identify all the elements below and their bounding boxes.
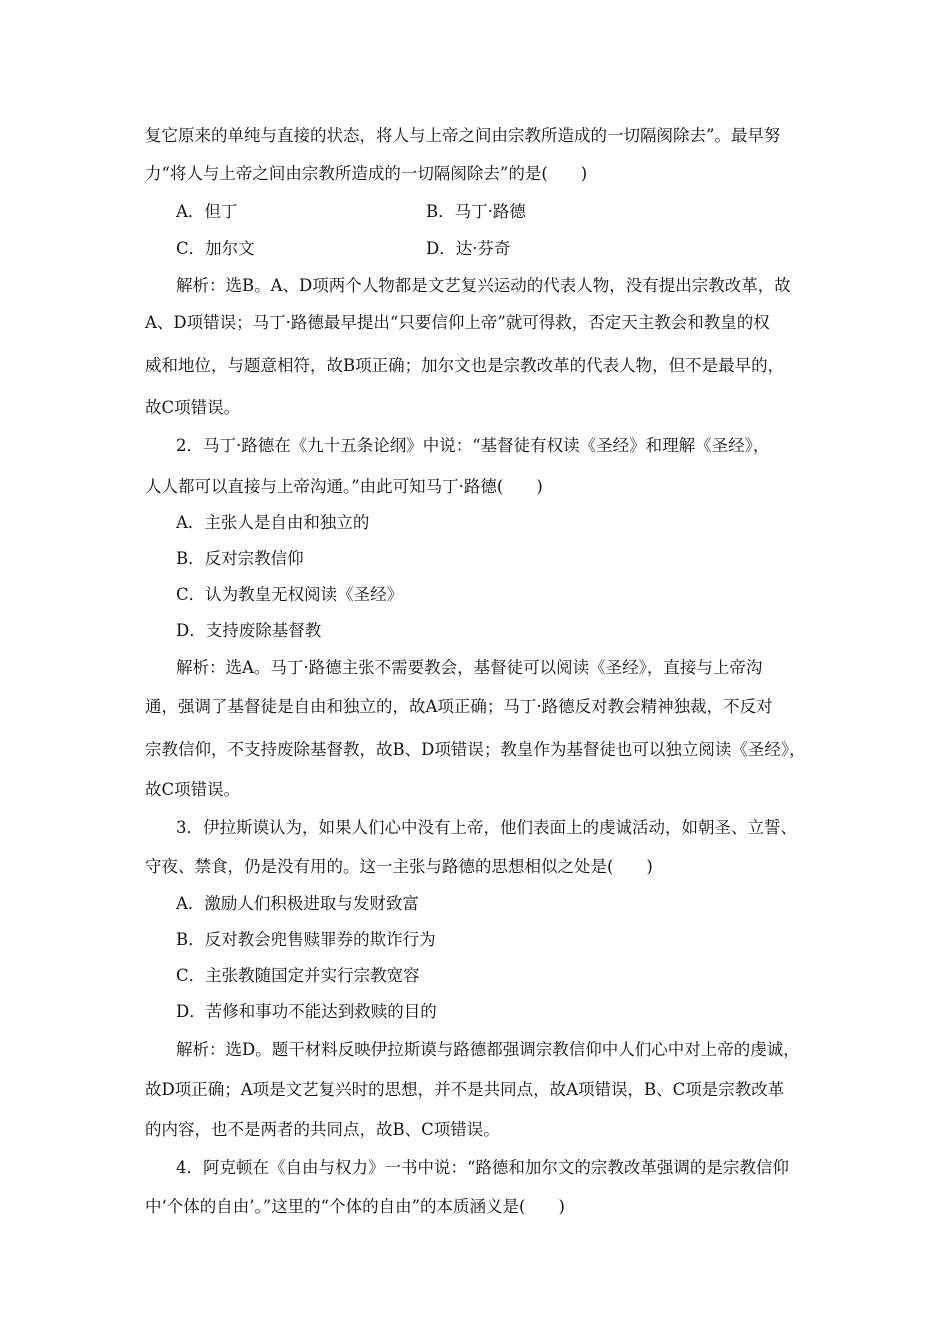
option-d: D．苦修和事功不能达到救赎的目的	[176, 1002, 437, 1021]
option-c: C．加尔文	[176, 239, 255, 258]
option-c: C．主张教随国定并实行宗教宽容	[176, 966, 420, 985]
option-a: A．主张人是自由和独立的	[176, 513, 370, 532]
analysis-text: 宗教信仰，不支持废除基督教，故B、D项错误；教皇作为基督徒也可以独立阅读《圣经》，	[145, 740, 806, 759]
analysis-text: 通，强调了基督徒是自由和独立的，故A项正确；马丁·路德反对教会精神独裁，不反对	[145, 697, 773, 716]
option-a: A．但丁	[176, 202, 238, 221]
option-d: D．支持废除基督教	[176, 621, 322, 640]
analysis-text: 的内容，也不是两者的共同点，故B、C项错误。	[145, 1120, 500, 1139]
question-3: 守夜、禁食，仍是没有用的。这一主张与路德的思想相似之处是( )	[145, 857, 653, 876]
question-2: 2．马丁·路德在《九十五条论纲》中说：“基督徒有权读《圣经》和理解《圣经》，	[176, 436, 770, 455]
option-d: D．达·芬奇	[426, 239, 511, 258]
text-line: 力“将人与上帝之间由宗教所造成的一切隔阂除去”的是( )	[145, 164, 588, 183]
analysis-text: 解析：选A。马丁·路德主张不需要教会，基督徒可以阅读《圣经》，直接与上帝沟	[176, 658, 763, 677]
analysis-text: 故C项错误。	[145, 780, 241, 799]
analysis-text: A、D项错误；马丁·路德最早提出“只要信仰上帝”就可得救，否定天主教会和教皇的权	[145, 313, 770, 332]
analysis-text: 故C项错误。	[145, 398, 241, 417]
question-2: 人人都可以直接与上帝沟通。”由此可知马丁·路德( )	[145, 477, 543, 496]
option-b: B．反对宗教信仰	[176, 549, 304, 568]
analysis-text: 威和地位，与题意相符，故B项正确；加尔文也是宗教改革的代表人物，但不是最早的，	[145, 356, 785, 375]
option-a: A．激励人们积极进取与发财致富	[176, 894, 419, 913]
analysis-text: 故D项正确；A项是文艺复兴时的思想，并不是共同点，故A项错误，B、C项是宗教改革	[145, 1080, 785, 1099]
question-3: 3．伊拉斯谟认为，如果人们心中没有上帝，他们表面上的虔诚活动，如朝圣、立誓、	[176, 818, 797, 837]
analysis-text: 解析：选D。题干材料反映伊拉斯谟与路德都强调宗教信仰中人们心中对上帝的虔诚，	[176, 1040, 800, 1059]
question-4: 4．阿克顿在《自由与权力》一书中说：“路德和加尔文的宗教改革强调的是宗教信仰	[176, 1158, 789, 1177]
text-line: 复它原来的单纯与直接的状态，将人与上帝之间由宗教所造成的一切隔阂除去”。最早努	[145, 126, 781, 145]
question-4: 中‘个体的自由’。”这里的“个体的自由”的本质涵义是( )	[145, 1197, 565, 1216]
option-c: C．认为教皇无权阅读《圣经》	[176, 585, 404, 604]
option-b: B．马丁·路德	[426, 202, 526, 221]
option-b: B．反对教会兜售赎罪券的欺诈行为	[176, 930, 436, 949]
analysis-text: 解析：选B。A、D项两个人物都是文艺复兴运动的代表人物，没有提出宗教改革，故	[176, 276, 791, 295]
